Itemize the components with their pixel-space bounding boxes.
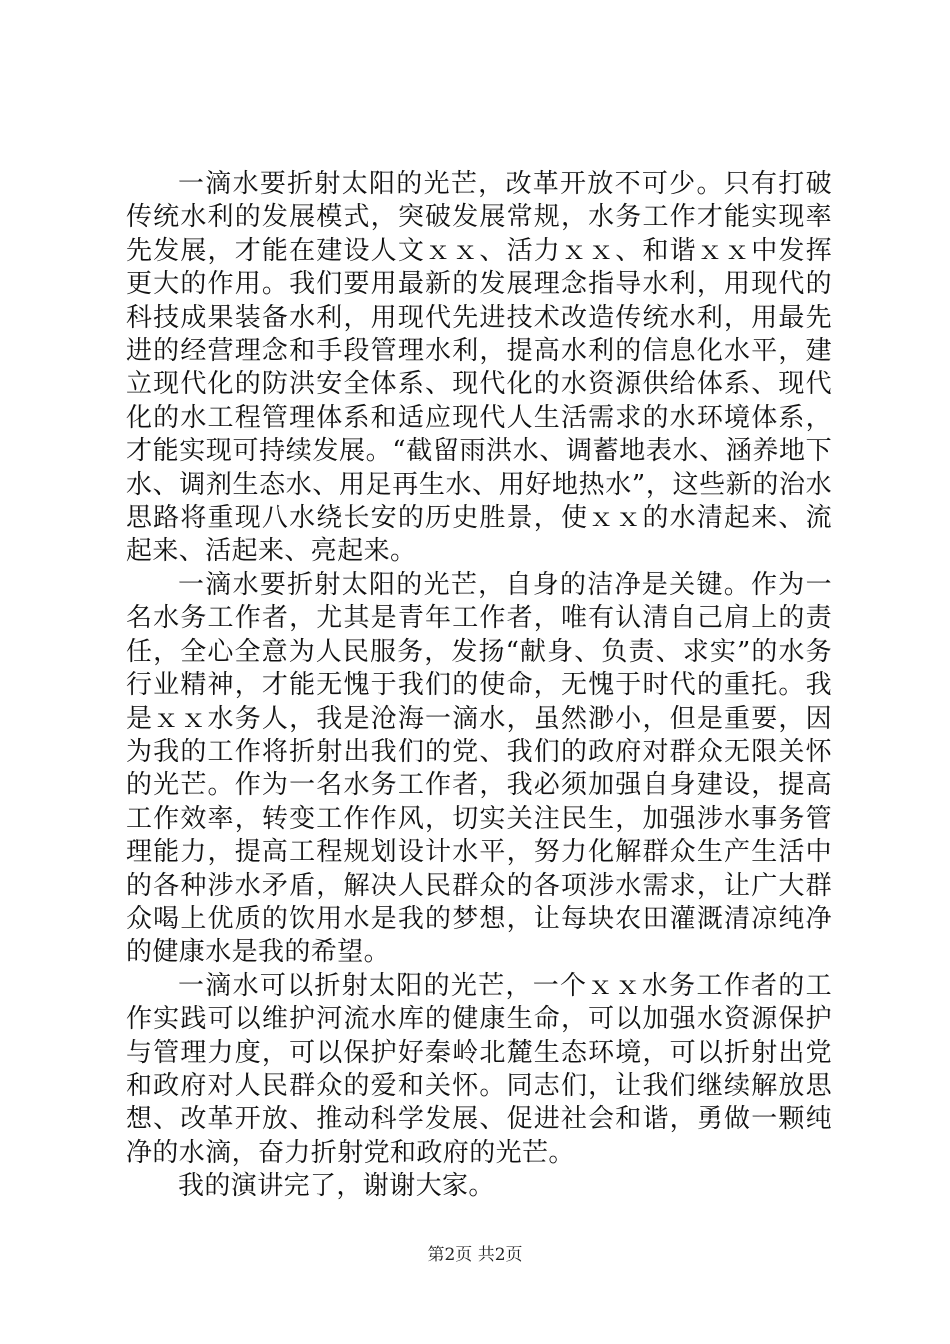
page-number-footer: 第2页 共2页 [427,1245,523,1265]
paragraph: 一滴水要折射太阳的光芒，自身的洁净是关键。作为一名水务工作者，尤其是青年工作者，唯有认清自己肩上的责任，全心全意为人民服务，发扬“献身、负责、求实”的水务行业精神，才能无愧于我们的使命，无愧于时代的重托。我是ｘｘ水务人，我是沧海一滴水，虽然渺小，但是重要，因为我的工作将折射出我们的党、我们的政府对群众无限关怀的光芒。作为一名水务工作者，我必须加强自身建设，提高工作效率，转变工作作风，切实关注民生，加强涉水事务管理能力，提高工程规划设计水平，努力化解群众生产生活中的各种涉水矛盾，解决人民群众的各项涉水需求，让广大群众喝上优质的饮用水是我的梦想，让每块农田灌溉清凉纯净的健康水是我的希望。 [126,569,832,968]
document-body [126,168,832,1204]
paragraph: 一滴水可以折射太阳的光芒，一个ｘｘ水务工作者的工作实践可以维护河流水库的健康生命，可以加强水资源保护与管理力度，可以保护好秦岭北麓生态环境，可以折射出党和政府对人民群众的爱和关怀。同志们，让我们继续解放思想、改革开放、推动科学发展、促进社会和谐，勇做一颗纯净的水滴，奋力折射党和政府的光芒。 [126,970,832,1168]
paragraph: 一滴水要折射太阳的光芒，改革开放不可少。只有打破传统水利的发展模式，突破发展常规，水务工作才能实现率先发展，才能在建设人文ｘｘ、活力ｘｘ、和谐ｘｘ中发挥更大的作用。我们要用最新的发展理念指导水利，用现代的科技成果装备水利，用现代先进技术改造传统水利，用最先进的经营理念和手段管理水利，提高水利的信息化水平，建立现代化的防洪安全体系、现代化的水资源供给体系、现代化的水工程管理体系和适应现代人生活需求的水环境体系，才能实现可持续发展。“截留雨洪水、调蓄地表水、涵养地下水、调剂生态水、用足再生水、用好地热水”，这些新的治水思路将重现八水绕长安的历史胜景，使ｘｘ的水清起来、流起来、活起来、亮起来。 [126,169,832,567]
paragraph: 我的演讲完了，谢谢大家。 [178,1171,495,1202]
